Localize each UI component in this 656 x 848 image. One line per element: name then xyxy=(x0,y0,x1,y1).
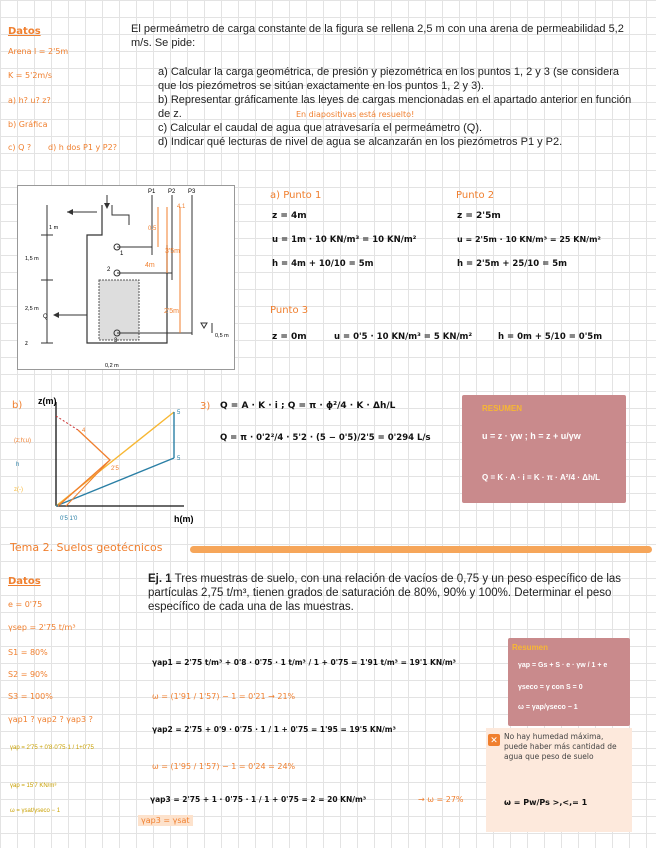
p2-title: Punto 2 xyxy=(456,190,495,201)
resumen2-f2: γseco = γ con S = 0 xyxy=(518,684,583,691)
resumen2-f3: ω = γap/γseco − 1 xyxy=(518,704,578,711)
fig-h25: 2'5m xyxy=(164,308,179,315)
resumen1-title: RESUMEN xyxy=(482,404,523,413)
problem1-b: b) Representar gráficamente las leyes de cargas mencionadas en el apartado anterior en función de z. xyxy=(158,94,632,120)
graph-axis-y: z(m) xyxy=(38,396,57,406)
p1-z: z = 4m xyxy=(272,211,307,221)
graph-b-label: b) xyxy=(12,400,23,411)
data-formula1: γap = 2'75 + 0'8·0'75·1 / 1+0'75 xyxy=(10,745,94,751)
fig-dim-1m: 1 m xyxy=(49,225,59,231)
permeameter-figure xyxy=(17,185,235,370)
fig-q: Q xyxy=(43,314,48,320)
problem2-text xyxy=(148,572,638,614)
caudal-line2: Q = π · 0'2²/4 · 5'2 · (5 − 0'5)/2'5 = 0'294 L/s xyxy=(220,433,431,443)
data-formula3: ω = γsat/γseco − 1 xyxy=(10,808,61,814)
problem1-c: c) Calcular el caudal de agua que atravesaría el permeámetro (Q). xyxy=(158,122,483,134)
caudal-line1: Q = A · K · i ; Q = π · ϕ²/4 · K · Δh/L xyxy=(220,401,396,411)
data-formula2: γap = 15'7 KN/m³ xyxy=(10,783,57,789)
sol-w2: ω = (1'95 / 1'57) − 1 = 0'24 = 24% xyxy=(152,762,296,771)
sol-w1: ω = (1'91 / 1'57) − 1 = 0'21 → 21% xyxy=(152,692,296,701)
resumen2-title: Resumen xyxy=(512,643,549,652)
question-c: c) Q ? xyxy=(8,143,32,152)
datos-label: Datos xyxy=(8,26,41,37)
section-separator xyxy=(190,546,652,553)
sol-line3: γap3 = 2'75 + 1 · 0'75 · 1 / 1 + 0'75 = 2 = 20 KN/m³ xyxy=(150,795,367,804)
sol-line2: γap2 = 2'75 + 0'9 · 0'75 · 1 / 1 + 0'75 = 1'95 = 19'5 KN/m³ xyxy=(152,725,396,734)
problem1-intro: El permeámetro de carga constante de la figura se rellena 2,5 m con una arena de permeabilidad 5,2 m/s. Se pide: xyxy=(131,23,624,49)
datos2-label: Datos xyxy=(8,576,41,587)
question-a: a) h? u? z? xyxy=(8,96,51,105)
graph-xticks: 0'5 1'0 xyxy=(60,516,78,522)
resumen1-f2: Q = K · A · i = K · π · A²/4 · Δh/L xyxy=(482,473,600,482)
fig-a1: 4.1 xyxy=(177,204,186,210)
graph-tag1: (z;h;u) xyxy=(14,438,32,444)
graph-v5b: 5 xyxy=(177,456,181,462)
graph-v5a: 5 xyxy=(177,410,181,416)
p1-h: h = 4m + 10/10 = 5m xyxy=(272,259,374,269)
p3-z: z = 0m xyxy=(272,332,307,342)
graph-tag2: h xyxy=(16,462,20,468)
fig-h05: 0.5 xyxy=(148,226,157,232)
resumen2-box xyxy=(508,638,630,726)
sol-w3: → ω = 27% xyxy=(418,795,464,804)
p2-z: z = 2'5m xyxy=(457,211,501,221)
question-d: d) h dos P1 y P2? xyxy=(48,143,117,152)
resumen1-f1: u = z · γw ; h = z + u/γw xyxy=(482,431,581,441)
data-s1: S1 = 80% xyxy=(8,648,48,657)
p3-title: Punto 3 xyxy=(270,305,309,316)
fig-h4: 4m xyxy=(145,262,155,269)
p3-h: h = 0m + 5/10 = 0'5m xyxy=(498,332,603,342)
fig-dim-05m: 0,5 m xyxy=(215,333,229,339)
note-formula: ω = Pw/Ps >,<,= 1 xyxy=(504,798,588,807)
note-box xyxy=(486,728,632,832)
sol-foot: γap3 = γsat xyxy=(138,815,193,826)
fig-p3: P3 xyxy=(188,189,196,195)
fig-p2: P2 xyxy=(168,189,176,195)
fig-n3: 3 xyxy=(114,338,118,344)
fig-p1: P1 xyxy=(148,189,156,195)
fig-n2: 2 xyxy=(107,267,111,273)
fig-dim-25m: 2,5 m xyxy=(25,306,39,312)
graph-tag3: z(-) xyxy=(14,487,23,493)
warning-icon: ✕ xyxy=(488,734,500,746)
graph-v25: 2'5 xyxy=(111,466,119,472)
problem1-d: d) Indicar qué lecturas de nivel de agua se alcanzarán en los piezómetros P1 y P2. xyxy=(158,136,563,148)
data-s3: S3 = 100% xyxy=(8,692,53,701)
graph-axis-x: h(m) xyxy=(174,514,194,524)
p1-u: u = 1m · 10 KN/m³ = 10 KN/m² xyxy=(272,235,417,245)
caudal-label: 3) xyxy=(200,401,211,412)
fig-dim-02m: 0,2 m xyxy=(105,363,119,369)
p2-u: u = 2'5m · 10 KN/m³ = 25 KN/m² xyxy=(457,235,601,244)
p3-u: u = 0'5 · 10 KN/m³ = 5 KN/m² xyxy=(334,332,473,342)
fig-z: z xyxy=(25,341,28,347)
k-data: K = 5'2m/s xyxy=(8,71,53,80)
arena-data: Arena l = 2'5m xyxy=(8,47,69,56)
fig-n1: 1 xyxy=(120,251,124,257)
fig-h35: 3'5m xyxy=(165,248,180,255)
problem1-a: a) Calcular la carga geométrica, de presión y piezométrica en los puntos 1, 2 y 3 (se considera que los piezómetros se sitúan exactamente en los puntos 1, 2 y 3). xyxy=(158,66,620,92)
problem2-body: Tres muestras de suelo, con una relación de vacíos de 0,75 y un peso específico de las partículas 2,75 t/m³, tienen grados de saturación de 80%, 90% y 100%. Determinar el peso específico de cada una de las muestras. xyxy=(148,573,622,613)
resumen1-box xyxy=(462,395,626,503)
graph-v4: 4 xyxy=(82,428,86,434)
question-b: b) Gráfica xyxy=(8,120,48,129)
problem1-b-note: En diapositivas está resuelto! xyxy=(296,110,415,119)
p2-h: h = 2'5m + 25/10 = 5m xyxy=(457,259,567,269)
problem2-label: Ej. 1 xyxy=(148,573,172,585)
note-text: No hay humedad máxima, puede haber más cantidad de agua que peso de suelo xyxy=(504,732,617,761)
data-s2: S2 = 90% xyxy=(8,670,48,679)
data-gsep: γsep = 2'75 t/m³ xyxy=(8,623,76,632)
section-title: Tema 2. Suelos geotécnicos xyxy=(10,541,163,554)
fig-dim-15m: 1,5 m xyxy=(25,256,39,262)
head-graph xyxy=(12,394,212,529)
sol-line1: γap1 = 2'75 t/m³ + 0'8 · 0'75 · 1 t/m³ / 1 + 0'75 = 1'91 t/m³ = 19'1 KN/m³ xyxy=(152,658,456,667)
answer-a-title: a) Punto 1 xyxy=(270,190,322,201)
resumen2-f1: γap = Gs + S · e · γw / 1 + e xyxy=(518,662,608,669)
data-e: e = 0'75 xyxy=(8,600,43,609)
data-question: γap1 ? γap2 ? γap3 ? xyxy=(8,715,93,724)
